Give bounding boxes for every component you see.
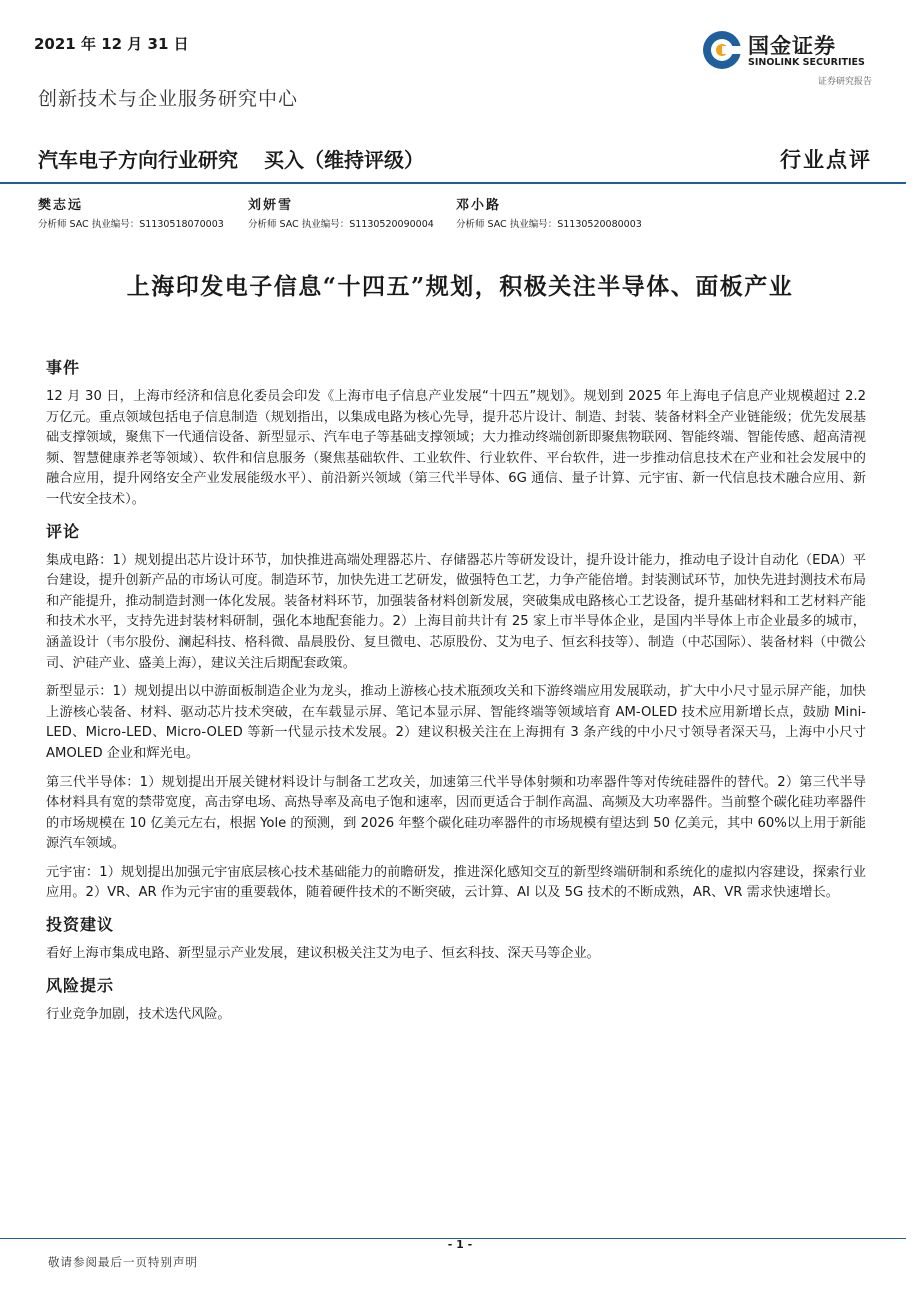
- analyst-cert: 分析师 SAC 执业编号：S1130520090004: [248, 219, 434, 230]
- analyst-name: 樊志远: [38, 198, 84, 213]
- industry-name: 汽车电子方向行业研究: [38, 148, 238, 172]
- analyst-name: 刘妍雪: [248, 198, 294, 213]
- page-number: - 1 -: [447, 1238, 473, 1251]
- section-heading-risk: 风险提示: [46, 975, 115, 995]
- section-heading-invest: 投资建议: [46, 915, 115, 935]
- logo-english-name: SINOLINK SECURITIES: [748, 57, 865, 68]
- comment-paragraph-ic: 集成电路：1）规划提出芯片设计环节，加快推进高端处理器芯片、存储器芯片等研发设计，提升设计能力，推动电子设计自动化（EDA）平台建设，提升创新产品的市场认可度。制造环节，加快先进工艺研发，做强特色工艺，力争产能倍增。封装测试环节，加快先进封测技术布局和产能提升，推动制造封测一体化发展。装备材料环节，加强装备材料创新发展，突破集成电路核心工艺设备，提升基础材料和工艺材料产能和技术水平，支持先进封装材料研制，强化本地配套能力。2）上海目前共计有 25 家上市半导体企业，是国内半导体上市企业最多的城市，涵盖设计（韦尔股份、澜起科技、格科微、晶晨股份、复旦微电、芯原股份、艾为电子、恒玄科技等）、制造（中芯国际）、装备材料（中微公司、沪硅产业、盛美上海），建议关注后期配套政策。: [46, 552, 866, 671]
- report-date: 2021 年 12 月 31 日: [34, 35, 189, 53]
- risk-paragraph: 行业竞争加剧，技术迭代风险。: [46, 1006, 231, 1022]
- analyst-card: [38, 194, 268, 230]
- sinolink-logo-icon: [702, 30, 742, 70]
- section-heading-event: 事件: [46, 358, 81, 377]
- analyst-cert: 分析师 SAC 执业编号：S1130520080003: [456, 219, 642, 230]
- report-type: 行业点评: [780, 147, 872, 172]
- logo-chinese-name: 国金证券: [748, 34, 836, 58]
- research-center-name: 创新技术与企业服务研究中心: [38, 88, 299, 110]
- analyst-cert: 分析师 SAC 执业编号：S1130518070003: [38, 219, 224, 230]
- header-divider: [0, 182, 906, 184]
- logo-subtitle: 证券研究报告: [817, 77, 872, 87]
- analyst-name: 邓小路: [456, 198, 502, 213]
- disclaimer-note: 敬请参阅最后一页特别声明: [48, 1255, 198, 1269]
- report-body: [46, 355, 866, 1033]
- analyst-card: [456, 194, 686, 230]
- report-title: 上海印发电子信息“十四五”规划，积极关注半导体、面板产业: [126, 273, 794, 300]
- comment-paragraph-metaverse: 元宇宙：1）规划提出加强元宇宙底层核心技术基础能力的前瞻研发，推进深化感知交互的新型终端研制和系统化的虚拟内容建设，探索行业应用。2）VR、AR 作为元宇宙的重要载体，随着硬件技术的不断突破，云计算、AI 以及 5G 技术的不断成熟，AR、VR 需求快速增长。: [46, 864, 866, 901]
- invest-paragraph: 看好上海市集成电路、新型显示产业发展，建议积极关注艾为电子、恒玄科技、深天马等企业。: [46, 946, 600, 962]
- comment-paragraph-third-gen: 第三代半导体：1）规划提出开展关键材料设计与制备工艺攻关，加速第三代半导体射频和功率器件等对传统硅器件的替代。2）第三代半导体材料具有宽的禁带宽度，高击穿电场、高热导率及高电子饱和速率，因而更适合于制作高温、高频及大功率器件。当前整个碳化硅功率器件的市场规模在 10 亿美元左右，根据 Yole 的预测，到 2026 年整个碳化硅功率器件的市场规模有望达到 50 亿美元，其中 60%以上用于新能源汽车领域。: [46, 774, 866, 852]
- company-logo: [698, 24, 876, 86]
- industry-rating-bar: [38, 144, 424, 173]
- section-heading-comment: 评论: [46, 521, 81, 541]
- rating: 买入（维持评级）: [264, 148, 424, 172]
- analyst-card: [248, 194, 478, 230]
- comment-paragraph-display: 新型显示：1）规划提出以中游面板制造企业为龙头，推动上游核心技术瓶颈攻关和下游终端应用发展联动，扩大中小尺寸显示屏产能，加快上游核心装备、材料、驱动芯片技术突破，在车载显示屏、笔记本显示屏、智能终端等领域培育 AM-OLED 技术应用新增长点，鼓励 Mini-LED、Micro-LED、Micro-OLED 等新一代显示技术发展。2）建议积极关注在上海拥有 3 条产线的中小尺寸领导者深天马，上海中小尺寸 AMOLED 企业和辉光电。: [46, 684, 866, 761]
- event-paragraph: 12 月 30 日，上海市经济和信息化委员会印发《上海市电子信息产业发展“十四五”规划》。规划到 2025 年上海电子信息产业规模超过 2.2 万亿元。重点领域包括电子信息制造（规划指出，以集成电路为核心先导，提升芯片设计、制造、封装、装备材料全产业链能级；优先发展基础支撑领域，聚焦下一代通信设备、新型显示、汽车电子等基础支撑领域；大力推动终端创新即聚焦物联网、智能终端、智能传感、超高清视频、智慧健康养老等领域）、软件和信息服务（聚焦基础软件、工业软件、行业软件、平台软件，进一步推动信息技术在产业和社会发展中的融合应用，提升网络安全产业发展能级水平）、前沿新兴领域（第三代半导体、6G 通信、量子计算、元宇宙、新一代信息技术融合应用、新一代安全技术）。: [46, 389, 866, 507]
